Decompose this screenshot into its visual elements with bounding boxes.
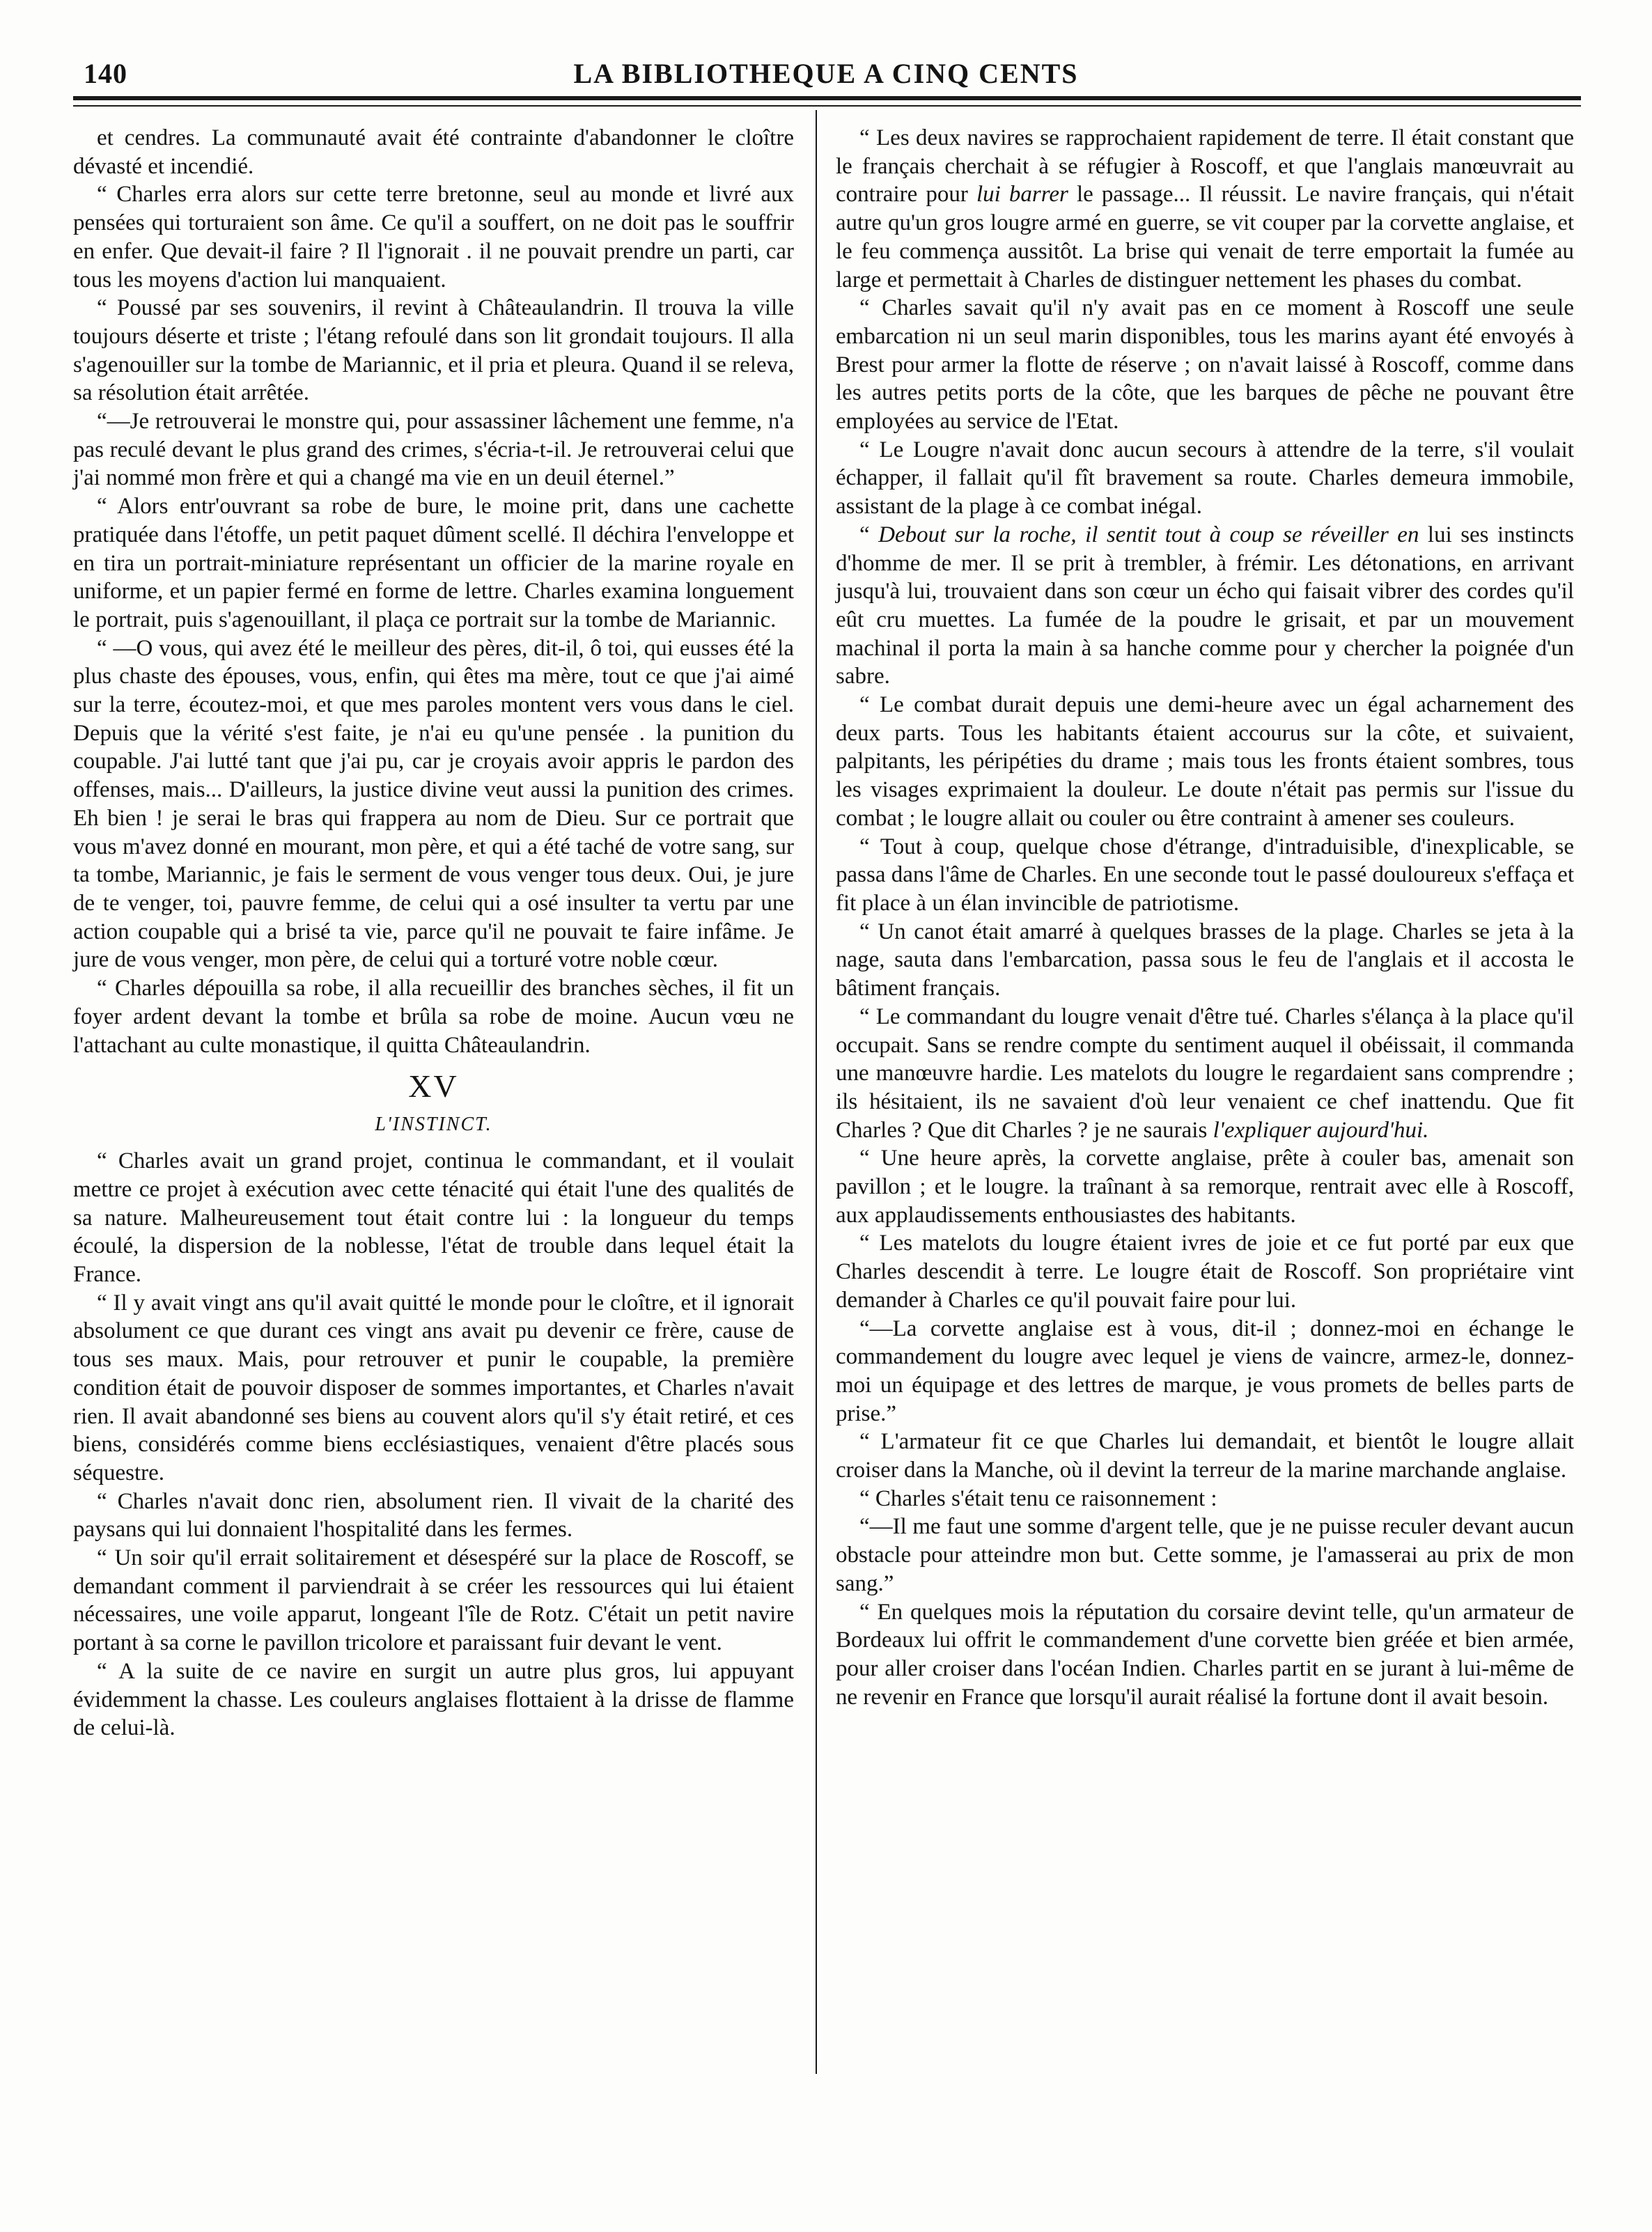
paragraph: “ Tout à coup, quelque chose d'étrange, d'intraduisible, d'inexplicable, se passa dans l'âme de Charles. En une seconde tout le passé douloureux s'effaça et fit place à un élan invincible de patriotisme. <box>836 834 1574 916</box>
paragraph: “ Une heure après, la corvette anglaise, prête à couler bas, amenait son pavillon ; et le lougre. la traînant à sa remorque, rentrait avec elle à Roscoff, aux applaudissements enthousiastes des habitants. <box>836 1146 1574 1228</box>
paragraph: “ Charles erra alors sur cette terre bretonne, seul au monde et livré aux pensées qui torturaient son âme. Ce qu'il a souffert, on ne doit pas le souffrir en enfer. Que devait-il faire ? Il l'ignorait . il ne pouvait prendre un parti, car tous les moyens d'action lui manquaient. <box>73 182 794 292</box>
paragraph: “ —O vous, qui avez été le meilleur des pères, dit-il, ô toi, qui eusses été la plus chaste des épouses, vous, enfin, qui êtes ma mère, tout ce que j'ai aimé sur la terre, écoutez-moi, et que mes paroles montent vers vous dans le ciel. Depuis que la vérité s'est faite, je n'ai eu qu'une pensée . la punition du coupable. J'ai lutté tant que j'ai pu, car je croyais avoir appris le pardon des offenses, mais... D'ailleurs, la justice divine veut aussi la punition des crimes. Eh bien ! je serai le bras qui frappera au nom de Dieu. Sur ce portrait que vous m'avez donné en mourant, mon père, et qui a été taché de votre sang, sur ta tombe, Mariannic, je fais le serment de vous venger tous deux. Oui, je jure de te venger, toi, pauvre femme, de celui qui a osé insulter ta vertu par une action coupable qui a brisé ta vie, parce qu'il ne pouvait te faire infâme. Je jure de vous venger, mon père, de celui qui a torturé votre noble cœur. <box>73 635 794 973</box>
paragraph: “ Charles dépouilla sa robe, il alla recueillir des branches sèches, il fit un foyer ardent devant la tombe et brûla sa robe de moine. Aucun vœu ne l'attachant au culte monastique, il quitta Châteaulandrin. <box>73 976 794 1058</box>
paragraph <box>836 521 1574 691</box>
header-rule-thick <box>73 96 1581 100</box>
paragraph-text: “ <box>859 522 879 547</box>
paragraph-text: “ Le commandant du lougre venait d'être tué. Charles s'élança à la place qu'il occupait. Sans se rendre compte du sentiment auquel il obéissait, il commanda une manœuvre hardie. Les matelots du lougre le regardaient sans comprendre ; ils hésitaient, ils ne savaient d'où leur venaient ce chef inattendu. Que fit Charles ? Que dit Charles ? je ne saurais <box>836 1004 1574 1143</box>
paragraph-text: le passage... Il réussit. Le navire français, qui n'était autre qu'un gros lougre armé en guerre, se vit couper par la corvette anglaise, et le feu commença aussitôt. La brise qui venait de terre emportait la fumée au large et permettait à Charles de distinguer nettement les phases du combat. <box>836 182 1575 292</box>
left-column <box>73 124 794 1742</box>
paragraph: “ Charles n'avait donc rien, absolument rien. Il vivait de la charité des paysans qui lui donnaient l'hospitalité dans les fermes. <box>73 1488 794 1543</box>
paragraph: “ Alors entr'ouvrant sa robe de bure, le moine prit, dans une cachette pratiquée dans l'étoffe, un petit paquet dûment scellé. Il déchira l'enveloppe et en tira un portrait-miniature représentant un officier de la marine royale en uniforme, et un papier fermé en forme de lettre. Charles examina longuement le portrait, puis s'agenouillant, il plaça ce portrait sur la tombe de Mariannic. <box>73 494 794 632</box>
page-number: 140 <box>84 58 127 89</box>
column-divider <box>816 110 817 2074</box>
paragraph: “—La corvette anglaise est à vous, dit-il ; donnez-moi en échange le commandement du lougre avec lequel je viens de vaincre, armez-le, donnez-moi un équipage et des lettres de marque, je vous promets de belles parts de prise.” <box>836 1316 1574 1426</box>
paragraph: “ Poussé par ses souvenirs, il revint à Châteaulandrin. Il trouva la ville toujours déserte et triste ; l'étang refoulé dans son lit grondait toujours. Il alla s'agenouiller sur la tombe de Mariannic, et il pria et pleura. Quand il se releva, sa résolution était arrêtée. <box>73 295 794 406</box>
paragraph: “ A la suite de ce navire en surgit un autre plus gros, lui appuyant évidemment la chasse. Les couleurs anglaises flottaient à la drisse de flamme de celui-là. <box>73 1658 794 1741</box>
running-title: LA BIBLIOTHEQUE A CINQ CENTS <box>573 58 1079 89</box>
paragraph-text: lui ses instincts d'homme de mer. Il se prit à trembler, à frémir. Les détonations, en arrivant jusqu'à lui, trouvaient dans son cœur un écho qui faisait vibrer des cordes qu'il eût cru muettes. La fumée de la poudre le grisait, et par un mouvement machinal il porta la main à sa hanche comme pour y chercher la poignée d'un sabre. <box>836 522 1574 689</box>
paragraph <box>836 124 1574 294</box>
paragraph: “ Un soir qu'il errait solitairement et désespéré sur la place de Roscoff, se demandant comment il parviendrait à se créer les ressources qui lui étaient nécessaires, une voile apparut, longeant l'île de Rotz. C'était un petit navire portant à sa corne le pavillon tricolore et paraissant fuir devant le vent. <box>73 1545 794 1656</box>
paragraph: “ Charles avait un grand projet, continua le commandant, et il voulait mettre ce projet à exécution avec cette ténacité qui était l'une des qualités de sa nature. Malheureusement tout était contre lui : la longueur du temps écoulé, la dispersion de la noblesse, l'état de trouble dans lequel était la France. <box>73 1148 794 1288</box>
italic-text: l'expliquer aujourd'hui. <box>1213 1117 1429 1143</box>
italic-text: lui barrer <box>976 182 1068 208</box>
italic-text: Debout sur la roche, il sentit tout à coup se réveiller en <box>878 522 1419 547</box>
paragraph: “ Le Lougre n'avait donc aucun secours à attendre de la terre, s'il voulait échapper, il fallait qu'il fît bravement sa route. Charles demeura immobile, assistant de la plage à ce combat inégal. <box>836 437 1574 520</box>
paragraph: “ Charles savait qu'il n'y avait pas en ce moment à Roscoff une seule embarcation ni un seul marin disponibles, tous les marins ayant été envoyés à Brest pour armer la flotte de réserve ; on n'avait laissé à Roscoff, comme dans les autres petits ports de la côte, que les barques de pêche ne pouvant être employées au service de l'Etat. <box>836 295 1574 435</box>
paragraph: “—Il me faut une somme d'argent telle, que je ne puisse reculer devant aucun obstacle pour atteindre mon but. Cette somme, je l'amasserai au prix de mon sang.” <box>836 1514 1574 1596</box>
paragraph-text: “ Les deux navires se rapprochaient rapidement de terre. Il était constant que le français cherchait à se réfugier à Roscoff, et que l'anglais manœuvrait au contraire pour <box>836 125 1574 208</box>
paragraph: “ Il y avait vingt ans qu'il avait quitté le monde pour le cloître, et il ignorait absolument ce que durant ces vingt ans avait pu devenir ce frère, cause de tous ses maux. Mais, pour retrouver et punir le coupable, la première condition était de pouvoir disposer de sommes importantes, et Charles n'avait rien. Il avait abandonné ses biens au couvent alors qu'il s'y était retiré, et ces biens, considérés comme biens ecclésiastiques, venaient d'être placés sous séquestre. <box>73 1290 794 1485</box>
page-header <box>84 57 1568 93</box>
section-number: XV <box>408 1068 459 1105</box>
section-title: L'INSTINCT. <box>375 1114 492 1136</box>
paragraph: “ Charles s'était tenu ce raisonnement : <box>859 1485 1217 1511</box>
paragraph: “ L'armateur fit ce que Charles lui demandait, et bientôt le lougre allait croiser dans la Manche, où il devint la terreur de la marine marchande anglaise. <box>836 1429 1574 1483</box>
paragraph <box>836 1003 1574 1145</box>
paragraph: et cendres. La communauté avait été contrainte d'abandonner le cloître dévasté et incendié. <box>73 125 794 179</box>
paragraph: “ Un canot était amarré à quelques brasses de la plage. Charles se jeta à la nage, sauta dans l'embarcation, passa sous le feu de l'anglais et il accosta le bâtiment français. <box>836 919 1574 1001</box>
right-column <box>836 124 1574 1711</box>
header-rule-thin <box>73 105 1581 107</box>
paragraph: “ En quelques mois la réputation du corsaire devint telle, qu'un armateur de Bordeaux lui offrit le commandement d'une corvette bien gréée et bien armée, pour aller croiser dans l'océan Indien. Charles partit en se jurant à lui-même de ne revenir en France que lorsqu'il aurait réalisé la fortune dont il avait besoin. <box>836 1599 1574 1710</box>
paragraph: “ Les matelots du lougre étaient ivres de joie et ce fut porté par eux que Charles descendit à terre. Le lougre était de Roscoff. Son propriétaire vint demander à Charles ce qu'il pouvait faire pour lui. <box>836 1231 1574 1313</box>
paragraph: “—Je retrouverai le monstre qui, pour assassiner lâchement une femme, n'a pas reculé devant le plus grand des crimes, s'écria-t-il. Je retrouverai celui que j'ai nommé mon frère et qui a changé ma vie en un deuil éternel.” <box>73 409 794 491</box>
paragraph: “ Le combat durait depuis une demi-heure avec un égal acharnement des deux parts. Tous les habitants étaient accourus sur la côte, et suivaient, palpitants, les péripéties du drame ; mais tous les fronts étaient sombres, tous les visages exprimaient la douleur. Le doute n'était pas permis sur l'issue du combat ; le lougre allait ou couler ou être contraint à amener ses couleurs. <box>836 692 1574 831</box>
